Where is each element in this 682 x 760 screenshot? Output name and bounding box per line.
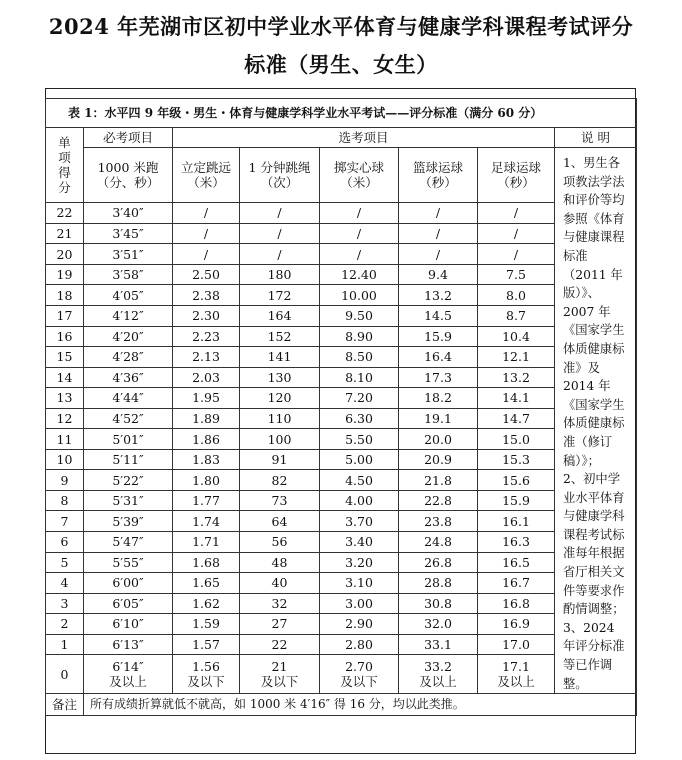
required-group-header: 必考项目 bbox=[84, 128, 173, 148]
value-cell bbox=[240, 655, 320, 694]
value-text: 33.2 bbox=[424, 659, 452, 675]
value-cell: 27 bbox=[240, 614, 320, 635]
value-cell: 2.03 bbox=[173, 367, 240, 388]
value-cell: / bbox=[478, 203, 555, 224]
value-cell: 15.0 bbox=[478, 429, 555, 450]
table-row bbox=[46, 573, 637, 594]
value-cell: 73 bbox=[240, 490, 320, 511]
elective-group-header: 选考项目 bbox=[173, 128, 555, 148]
score-cell: 11 bbox=[46, 429, 84, 450]
value-cell: 40 bbox=[240, 573, 320, 594]
value-cell: 2.80 bbox=[320, 634, 399, 655]
value-cell: 4′52″ bbox=[84, 408, 173, 429]
value-cell: 2.30 bbox=[173, 305, 240, 326]
value-cell: 5.00 bbox=[320, 449, 399, 470]
value-cell: 3′51″ bbox=[84, 244, 173, 265]
column-name: 篮球运球 bbox=[412, 160, 463, 176]
value-cell: 82 bbox=[240, 470, 320, 491]
table-row bbox=[46, 531, 637, 552]
value-cell: 56 bbox=[240, 531, 320, 552]
value-cell: 17.0 bbox=[478, 634, 555, 655]
value-cell: 1.71 bbox=[173, 531, 240, 552]
value-cell: 4′36″ bbox=[84, 367, 173, 388]
value-cell: 6.30 bbox=[320, 408, 399, 429]
value-cell: 5′31″ bbox=[84, 490, 173, 511]
value-cell: 120 bbox=[240, 388, 320, 409]
value-cell: 5′22″ bbox=[84, 470, 173, 491]
value-cell: 5′11″ bbox=[84, 449, 173, 470]
value-cell: / bbox=[173, 203, 240, 224]
value-cell: 100 bbox=[240, 429, 320, 450]
score-cell: 6 bbox=[46, 531, 84, 552]
value-cell: 15.3 bbox=[478, 449, 555, 470]
value-cell: 1.57 bbox=[173, 634, 240, 655]
value-cell: 180 bbox=[240, 264, 320, 285]
value-cell: 4′28″ bbox=[84, 347, 173, 368]
table-row bbox=[46, 367, 637, 388]
value-cell: 5′01″ bbox=[84, 429, 173, 450]
score-cell: 3 bbox=[46, 593, 84, 614]
value-cell: 3′58″ bbox=[84, 264, 173, 285]
value-cell: 22.8 bbox=[399, 490, 478, 511]
value-cell: 1.62 bbox=[173, 593, 240, 614]
value-cell: 4′44″ bbox=[84, 388, 173, 409]
value-cell: 172 bbox=[240, 285, 320, 306]
table-row bbox=[46, 203, 637, 224]
value-cell: / bbox=[240, 223, 320, 244]
table-row bbox=[46, 388, 637, 409]
value-cell: 3′45″ bbox=[84, 223, 173, 244]
value-cell: 1.65 bbox=[173, 573, 240, 594]
value-cell: 4.50 bbox=[320, 470, 399, 491]
value-cell: 14.7 bbox=[478, 408, 555, 429]
value-cell: / bbox=[320, 223, 399, 244]
value-cell: 16.1 bbox=[478, 511, 555, 532]
score-cell: 17 bbox=[46, 305, 84, 326]
remark-text: 所有成绩折算就低不就高，如 1000 米 4′16″ 得 16 分，均以此类推。 bbox=[84, 694, 637, 716]
column-name: 立定跳远 bbox=[180, 160, 231, 176]
table-row bbox=[46, 490, 637, 511]
value-cell: 33.1 bbox=[399, 634, 478, 655]
value-cell: 6′05″ bbox=[84, 593, 173, 614]
value-cell: 16.5 bbox=[478, 552, 555, 573]
value-cell: / bbox=[173, 223, 240, 244]
value-text: 2.70 bbox=[345, 659, 373, 675]
value-cell: 8.7 bbox=[478, 305, 555, 326]
value-cell: / bbox=[320, 203, 399, 224]
value-cell: 1.68 bbox=[173, 552, 240, 573]
score-cell: 21 bbox=[46, 223, 84, 244]
value-cell: 9.50 bbox=[320, 305, 399, 326]
column-unit: （米） bbox=[187, 175, 225, 191]
score-cell: 18 bbox=[46, 285, 84, 306]
scoring-table bbox=[45, 98, 637, 716]
value-cell: / bbox=[173, 244, 240, 265]
value-cell bbox=[478, 655, 555, 694]
table-row bbox=[46, 326, 637, 347]
score-header-char: 分 bbox=[58, 180, 71, 196]
score-cell: 9 bbox=[46, 470, 84, 491]
value-cell: 19.1 bbox=[399, 408, 478, 429]
value-cell: 5′55″ bbox=[84, 552, 173, 573]
value-cell: 1.77 bbox=[173, 490, 240, 511]
score-header-char: 得 bbox=[58, 165, 71, 181]
score-cell: 22 bbox=[46, 203, 84, 224]
score-cell: 5 bbox=[46, 552, 84, 573]
value-cell: / bbox=[478, 223, 555, 244]
value-suffix: 及以上 bbox=[109, 674, 147, 690]
value-cell: 7.20 bbox=[320, 388, 399, 409]
value-cell: 64 bbox=[240, 511, 320, 532]
value-cell: 10.00 bbox=[320, 285, 399, 306]
value-cell: 8.10 bbox=[320, 367, 399, 388]
remark-row bbox=[46, 694, 637, 716]
value-cell: 6′10″ bbox=[84, 614, 173, 635]
score-header-char: 单 bbox=[58, 135, 71, 151]
table-row bbox=[46, 429, 637, 450]
document-title bbox=[0, 8, 682, 84]
table-row bbox=[46, 634, 637, 655]
value-cell: 24.8 bbox=[399, 531, 478, 552]
score-header-char: 项 bbox=[58, 150, 71, 166]
value-cell: 13.2 bbox=[399, 285, 478, 306]
value-cell: / bbox=[399, 223, 478, 244]
value-cell: 32 bbox=[240, 593, 320, 614]
value-cell: 22 bbox=[240, 634, 320, 655]
title-line-1: 2024 年芜湖市区初中学业水平体育与健康学科课程考试评分 bbox=[48, 14, 634, 39]
title-line-2: 标准（男生、女生） bbox=[244, 52, 438, 77]
column-header-run bbox=[84, 148, 173, 203]
score-cell: 1 bbox=[46, 634, 84, 655]
value-cell: 8.90 bbox=[320, 326, 399, 347]
table-row bbox=[46, 449, 637, 470]
value-cell: 2.50 bbox=[173, 264, 240, 285]
value-cell: 2.23 bbox=[173, 326, 240, 347]
value-cell: / bbox=[240, 244, 320, 265]
value-cell: 1.95 bbox=[173, 388, 240, 409]
value-suffix: 及以下 bbox=[187, 674, 225, 690]
value-cell: 23.8 bbox=[399, 511, 478, 532]
table-row bbox=[46, 552, 637, 573]
value-cell: 16.7 bbox=[478, 573, 555, 594]
score-cell: 19 bbox=[46, 264, 84, 285]
value-cell: 10.4 bbox=[478, 326, 555, 347]
value-cell: 91 bbox=[240, 449, 320, 470]
value-suffix: 及以下 bbox=[340, 674, 378, 690]
value-cell: 5′39″ bbox=[84, 511, 173, 532]
value-cell bbox=[399, 655, 478, 694]
notes-header: 说 明 bbox=[555, 128, 637, 148]
value-cell: 16.3 bbox=[478, 531, 555, 552]
value-cell: 1.83 bbox=[173, 449, 240, 470]
value-cell: 32.0 bbox=[399, 614, 478, 635]
value-cell: 3.00 bbox=[320, 593, 399, 614]
value-cell: 3.70 bbox=[320, 511, 399, 532]
table-row bbox=[46, 305, 637, 326]
column-header-basketball bbox=[399, 148, 478, 203]
value-cell: 15.6 bbox=[478, 470, 555, 491]
table-row bbox=[46, 511, 637, 532]
table-row bbox=[46, 223, 637, 244]
value-cell: 18.2 bbox=[399, 388, 478, 409]
score-cell: 7 bbox=[46, 511, 84, 532]
value-cell: 21.8 bbox=[399, 470, 478, 491]
column-name: 1 分钟跳绳 bbox=[248, 160, 311, 176]
value-text: 21 bbox=[271, 659, 288, 675]
value-cell: 7.5 bbox=[478, 264, 555, 285]
value-cell: 12.40 bbox=[320, 264, 399, 285]
value-cell: 2.90 bbox=[320, 614, 399, 635]
score-cell: 16 bbox=[46, 326, 84, 347]
table-row bbox=[46, 408, 637, 429]
value-cell: 9.4 bbox=[399, 264, 478, 285]
value-cell bbox=[84, 655, 173, 694]
value-cell: 3′40″ bbox=[84, 203, 173, 224]
value-cell: 4′05″ bbox=[84, 285, 173, 306]
value-cell: 17.3 bbox=[399, 367, 478, 388]
value-suffix: 及以上 bbox=[419, 674, 457, 690]
table-row bbox=[46, 614, 637, 635]
column-unit: （次） bbox=[260, 175, 299, 191]
column-header-long-jump bbox=[173, 148, 240, 203]
value-cell: 2.13 bbox=[173, 347, 240, 368]
score-cell: 14 bbox=[46, 367, 84, 388]
value-cell: 16.9 bbox=[478, 614, 555, 635]
value-cell: / bbox=[478, 244, 555, 265]
score-cell: 20 bbox=[46, 244, 84, 265]
column-unit: （分、秒） bbox=[96, 175, 160, 191]
value-suffix: 及以上 bbox=[497, 674, 535, 690]
column-unit: （秒） bbox=[497, 175, 535, 191]
value-cell: 164 bbox=[240, 305, 320, 326]
value-suffix: 及以下 bbox=[260, 674, 299, 690]
score-cell: 4 bbox=[46, 573, 84, 594]
value-cell: / bbox=[240, 203, 320, 224]
column-name: 掷实心球 bbox=[333, 160, 384, 176]
table-row bbox=[46, 655, 637, 694]
table-row bbox=[46, 285, 637, 306]
value-cell: 110 bbox=[240, 408, 320, 429]
table-row bbox=[46, 593, 637, 614]
note-item: 3、2024 年评分标准等已作调整。 bbox=[563, 620, 625, 691]
value-text: 1.56 bbox=[192, 659, 220, 675]
value-cell: 1.89 bbox=[173, 408, 240, 429]
value-cell: 13.2 bbox=[478, 367, 555, 388]
value-cell: 28.8 bbox=[399, 573, 478, 594]
value-cell: 12.1 bbox=[478, 347, 555, 368]
value-cell: 2.38 bbox=[173, 285, 240, 306]
value-cell: 20.0 bbox=[399, 429, 478, 450]
value-cell: 14.1 bbox=[478, 388, 555, 409]
value-cell: 26.8 bbox=[399, 552, 478, 573]
score-cell: 8 bbox=[46, 490, 84, 511]
column-unit: （米） bbox=[340, 175, 378, 191]
value-cell: 130 bbox=[240, 367, 320, 388]
value-cell: 4′12″ bbox=[84, 305, 173, 326]
note-item: 2、初中学业水平体育与健康学科课程考试标准每年根据省厅相关文件等要求作酌情调整； bbox=[563, 472, 625, 617]
value-cell: 48 bbox=[240, 552, 320, 573]
table-row bbox=[46, 347, 637, 368]
value-cell: 1.74 bbox=[173, 511, 240, 532]
score-cell: 0 bbox=[46, 655, 84, 694]
value-cell: 16.4 bbox=[399, 347, 478, 368]
value-cell: 14.5 bbox=[399, 305, 478, 326]
value-cell: 5.50 bbox=[320, 429, 399, 450]
value-cell: 3.40 bbox=[320, 531, 399, 552]
value-cell: 6′13″ bbox=[84, 634, 173, 655]
value-cell: 20.9 bbox=[399, 449, 478, 470]
value-cell: 30.8 bbox=[399, 593, 478, 614]
value-cell bbox=[173, 655, 240, 694]
column-header-football bbox=[478, 148, 555, 203]
value-cell: / bbox=[399, 203, 478, 224]
table-caption: 表 1：水平四 9 年级・男生・体育与健康学科学业水平考试——评分标准（满分 60 分） bbox=[46, 99, 637, 128]
value-cell: 15.9 bbox=[399, 326, 478, 347]
value-cell: 1.86 bbox=[173, 429, 240, 450]
score-cell: 13 bbox=[46, 388, 84, 409]
column-header-rope-skip bbox=[240, 148, 320, 203]
remark-label: 备注 bbox=[46, 694, 84, 716]
value-cell: 1.80 bbox=[173, 470, 240, 491]
value-cell: / bbox=[399, 244, 478, 265]
table-row bbox=[46, 470, 637, 491]
value-cell: 8.0 bbox=[478, 285, 555, 306]
value-cell: 5′47″ bbox=[84, 531, 173, 552]
table-row bbox=[46, 264, 637, 285]
value-cell: / bbox=[320, 244, 399, 265]
value-cell: 141 bbox=[240, 347, 320, 368]
notes-cell bbox=[555, 148, 637, 694]
value-cell bbox=[320, 655, 399, 694]
value-text: 17.1 bbox=[502, 659, 530, 675]
column-name: 1000 米跑 bbox=[97, 160, 159, 176]
column-header-shot-ball bbox=[320, 148, 399, 203]
score-cell: 12 bbox=[46, 408, 84, 429]
score-cell: 15 bbox=[46, 347, 84, 368]
value-cell: 4′20″ bbox=[84, 326, 173, 347]
score-header bbox=[46, 128, 84, 203]
table-row bbox=[46, 244, 637, 265]
value-cell: 16.8 bbox=[478, 593, 555, 614]
value-cell: 8.50 bbox=[320, 347, 399, 368]
column-unit: （秒） bbox=[419, 175, 457, 191]
value-cell: 152 bbox=[240, 326, 320, 347]
value-cell: 3.20 bbox=[320, 552, 399, 573]
value-cell: 15.9 bbox=[478, 490, 555, 511]
value-text: 6′14″ bbox=[112, 659, 144, 675]
value-cell: 3.10 bbox=[320, 573, 399, 594]
score-cell: 10 bbox=[46, 449, 84, 470]
value-cell: 4.00 bbox=[320, 490, 399, 511]
note-item: 1、男生各项教法学法和评价等均参照《体育与健康课程标准（2011 年版）》、2007 年《国家学生体质健康标准》及 2014 年《国家学生体质健康标准（修订稿）》； bbox=[563, 156, 625, 468]
score-cell: 2 bbox=[46, 614, 84, 635]
value-cell: 6′00″ bbox=[84, 573, 173, 594]
column-name: 足球运球 bbox=[490, 160, 541, 176]
value-cell: 1.59 bbox=[173, 614, 240, 635]
